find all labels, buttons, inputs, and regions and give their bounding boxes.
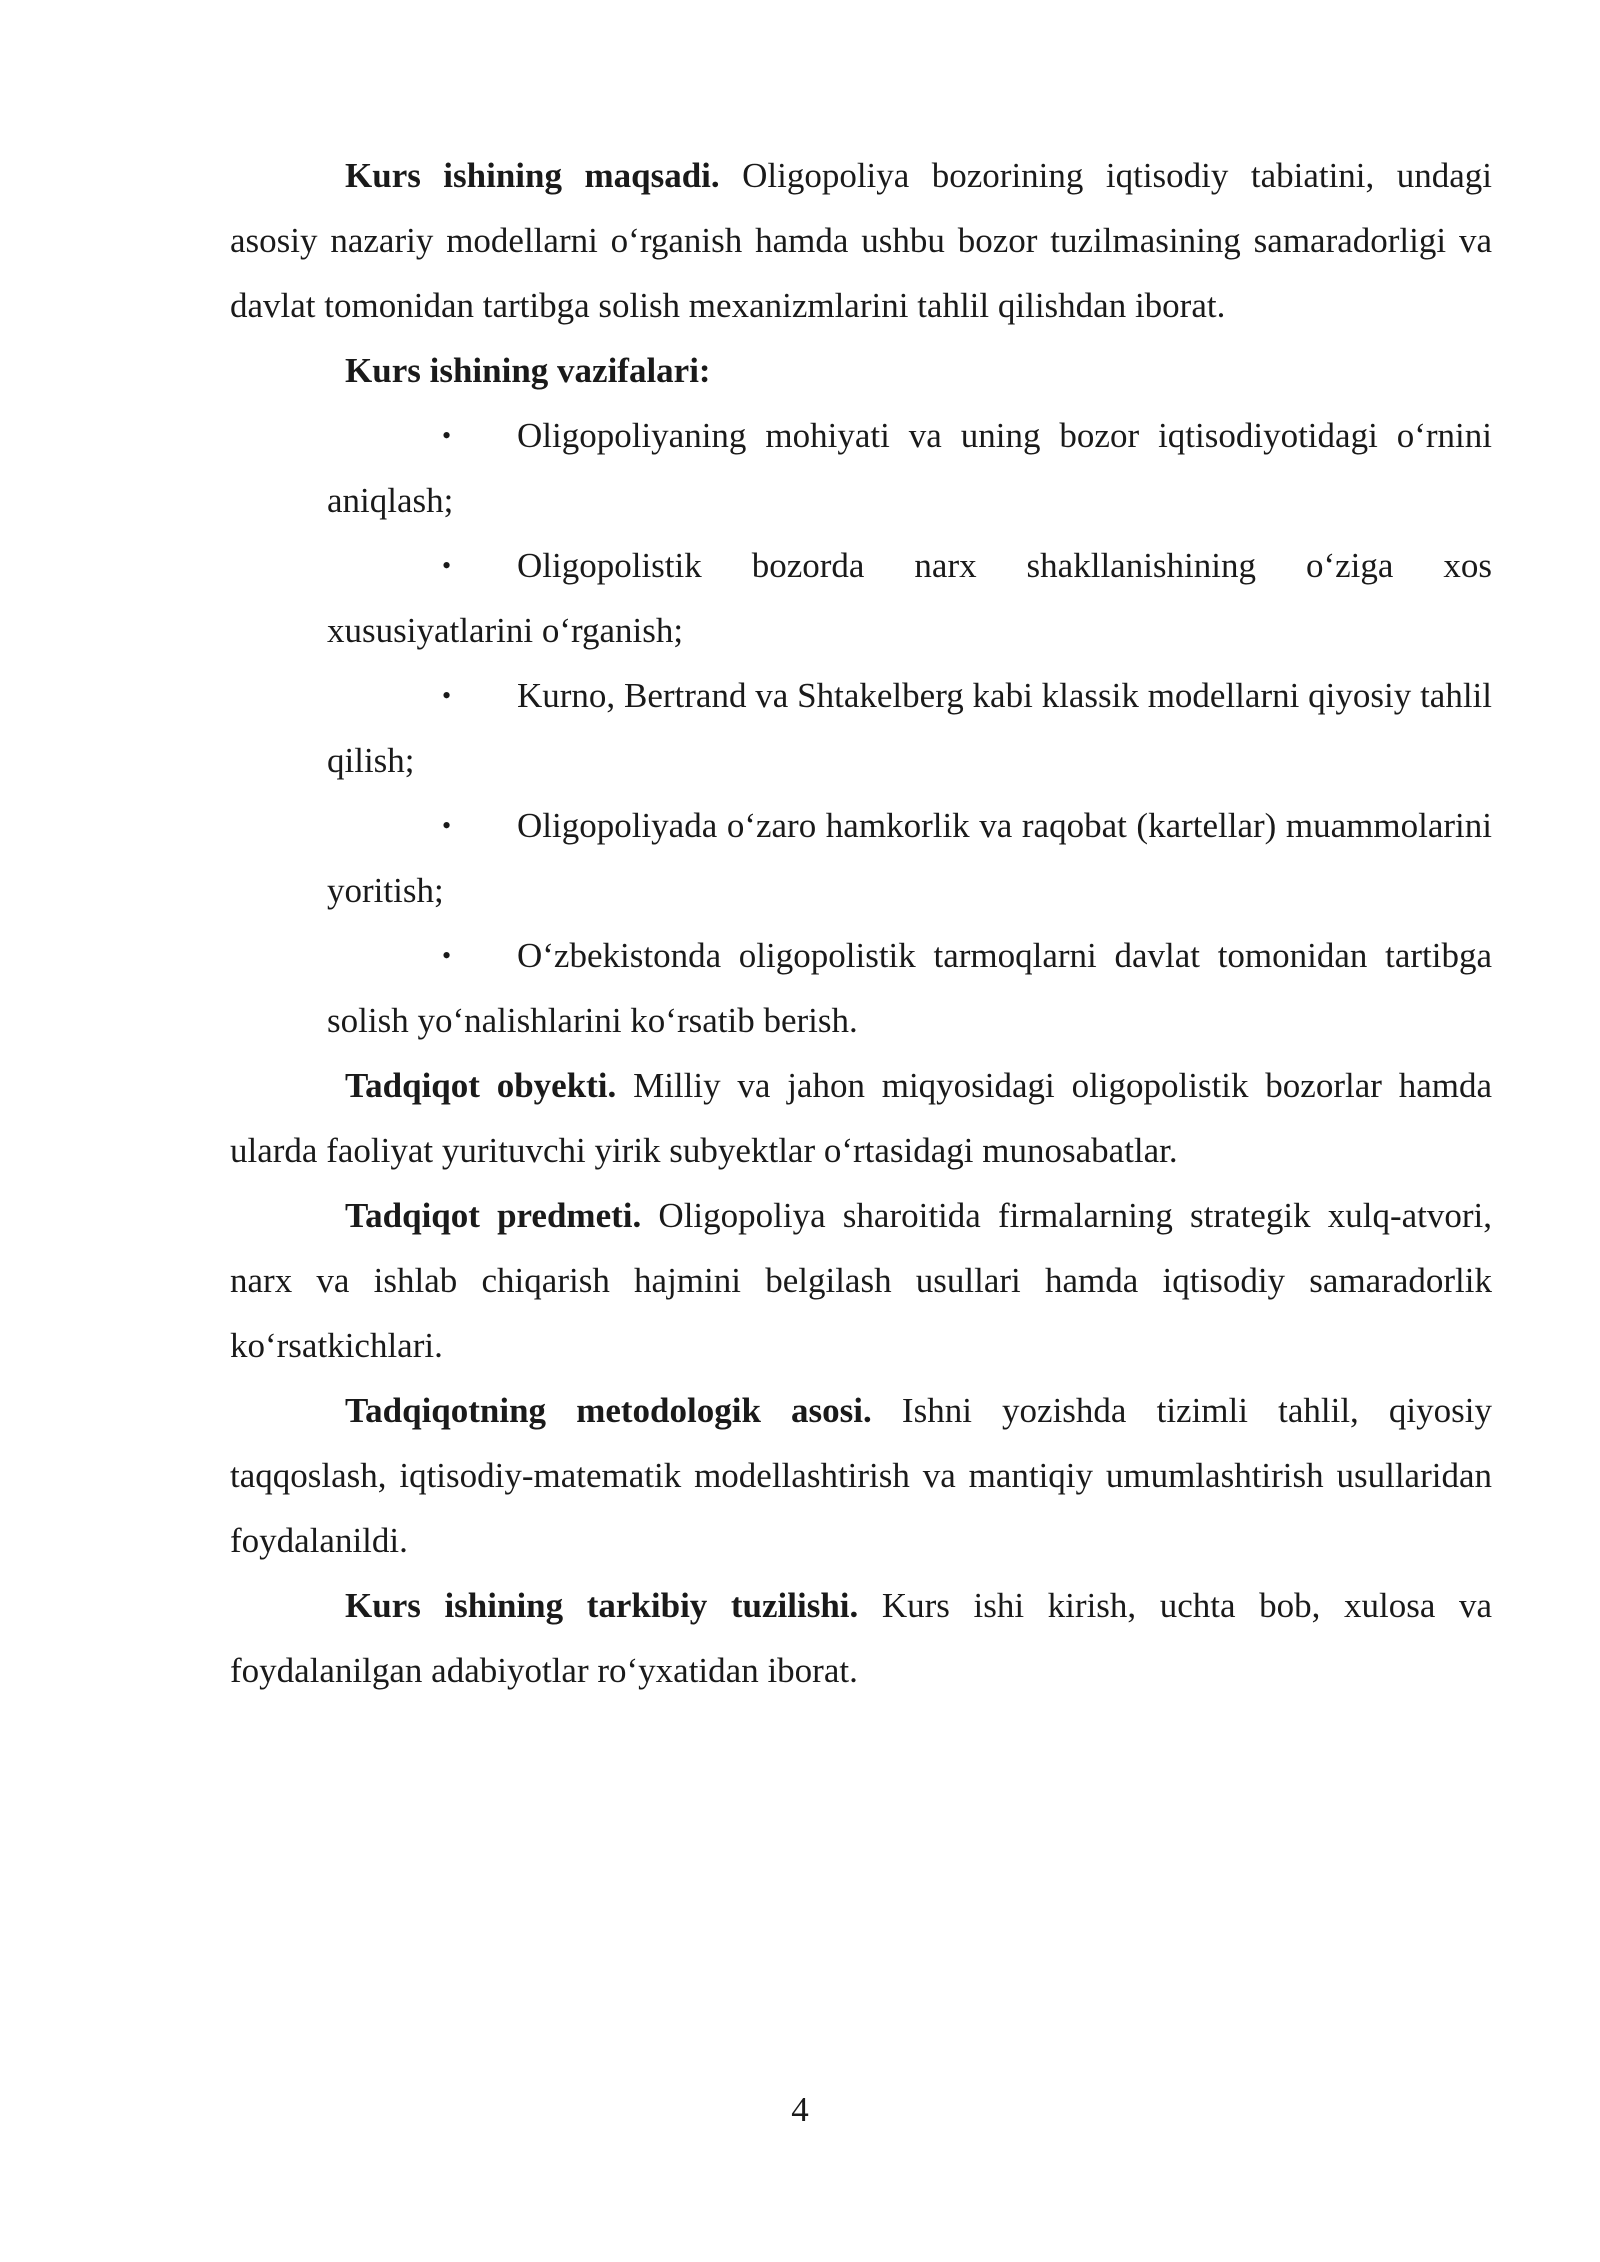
object-text: Milliy va jahon miqyosidagi oligopolistik bozorlar hamda ularda faoliyat yurituvchi yirik subyektlar o‘rtasidagi munosabatlar.	[230, 1066, 1492, 1170]
tasks-list	[230, 403, 1492, 1053]
bullet-icon: •	[442, 551, 452, 580]
structure-text: Kurs ishi kirish, uchta bob, xulosa va foydalanilgan adabiyotlar ro‘yxatidan iborat.	[230, 1586, 1492, 1690]
task-item-text: Oligopoliyaning mohiyati va uning bozor iqtisodiyotidagi o‘rnini aniqlash;	[327, 416, 1492, 520]
bullet-icon: •	[442, 421, 452, 450]
subject-paragraph	[230, 1183, 1492, 1378]
purpose-text: Oligopoliya bozorining iqtisodiy tabiatini, undagi asosiy nazariy modellarni o‘rganish hamda ushbu bozor tuzilmasining samaradorligi va davlat tomonidan tartibga solish mexanizmlarini tahlil qilishdan iborat.	[230, 156, 1493, 325]
purpose-lead: Kurs ishining maqsadi.	[345, 156, 720, 195]
task-item	[327, 403, 1492, 533]
subject-text: Oligopoliya sharoitida firmalarning strategik xulq-atvori, narx va ishlab chiqarish hajmini belgilash usullari hamda iqtisodiy samaradorlik ko‘rsatkichlari.	[230, 1196, 1492, 1365]
task-item-text: Oligopoliyada o‘zaro hamkorlik va raqobat (kartellar) muammolarini yoritish;	[327, 806, 1492, 910]
methodology-lead: Tadqiqotning metodologik asosi.	[345, 1391, 872, 1430]
page-content	[230, 143, 1492, 1703]
task-item-text: Oligopolistik bozorda narx shakllanishining o‘ziga xos xususiyatlarini o‘rganish;	[327, 546, 1492, 650]
task-item-text: O‘zbekistonda oligopolistik tarmoqlarni davlat tomonidan tartibga solish yo‘nalishlarini ko‘rsatib berish.	[327, 936, 1492, 1040]
methodology-paragraph	[230, 1378, 1492, 1573]
object-paragraph	[230, 1053, 1492, 1183]
task-item	[327, 663, 1492, 793]
purpose-paragraph	[230, 143, 1492, 338]
task-item	[327, 923, 1492, 1053]
structure-lead: Kurs ishining tarkibiy tuzilishi.	[345, 1586, 859, 1625]
bullet-icon: •	[442, 941, 452, 970]
task-item	[327, 793, 1492, 923]
tasks-heading: Kurs ishining vazifalari:	[345, 351, 711, 390]
methodology-text: Ishni yozishda tizimli tahlil, qiyosiy taqqoslash, iqtisodiy-matematik modellashtirish va mantiqiy umumlashtirish usullaridan foydalanildi.	[230, 1391, 1492, 1560]
page-number: 4	[791, 2090, 809, 2129]
subject-lead: Tadqiqot predmeti.	[345, 1196, 642, 1235]
task-item-text: Kurno, Bertrand va Shtakelberg kabi klassik modellarni qiyosiy tahlil qilish;	[327, 676, 1492, 780]
object-lead: Tadqiqot obyekti.	[345, 1066, 617, 1105]
bullet-icon: •	[442, 811, 452, 840]
structure-paragraph	[230, 1573, 1492, 1703]
bullet-icon: •	[442, 681, 452, 710]
task-item	[327, 533, 1492, 663]
